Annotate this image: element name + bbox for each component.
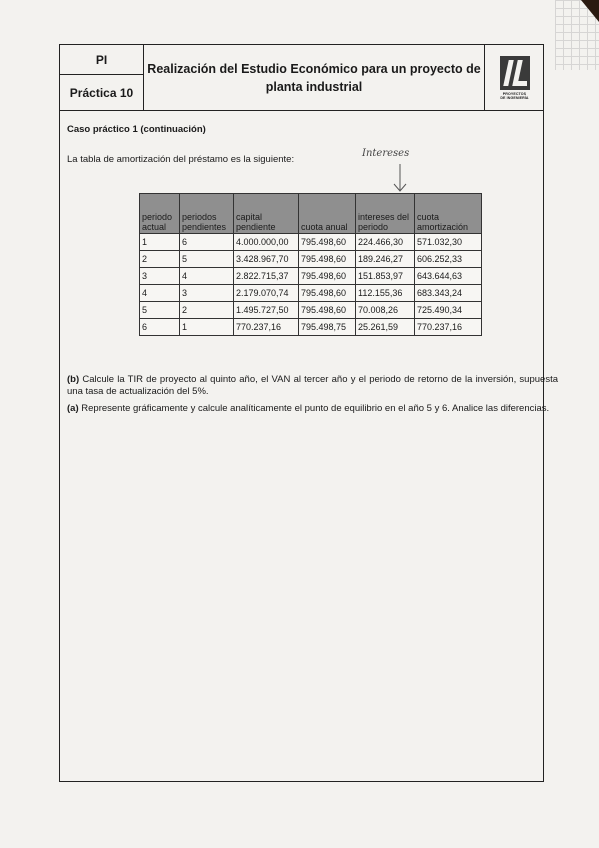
question-b: [67, 374, 558, 398]
question-a-text: Represente gráficamente y calcule analíticamente el punto de equilibrio en el año 5 y 6. Analice las diferencias.: [81, 403, 550, 414]
table-cell: 770.237,16: [415, 319, 482, 336]
table-cell: 3: [140, 268, 180, 285]
col-header-periodos-pendientes: periodos pendientes: [180, 194, 234, 234]
table-cell: 5: [140, 302, 180, 319]
table-row: [140, 319, 482, 336]
title-line-2: planta industrial: [265, 79, 363, 94]
table-cell: 2: [140, 251, 180, 268]
table-cell: 795.498,60: [299, 251, 356, 268]
table-cell: 224.466,30: [356, 234, 415, 251]
table-cell: 112.155,36: [356, 285, 415, 302]
table-cell: 606.252,33: [415, 251, 482, 268]
table-cell: 2.822.715,37: [234, 268, 299, 285]
table-cell: 643.644,63: [415, 268, 482, 285]
col-header-intereses: intereses del periodo: [356, 194, 415, 234]
handwritten-arrow-icon: [390, 162, 410, 194]
table-row: [140, 285, 482, 302]
col-header-cuota-anual: cuota anual: [299, 194, 356, 234]
table-cell: 795.498,60: [299, 302, 356, 319]
table-cell: 795.498,60: [299, 285, 356, 302]
table-row: [140, 302, 482, 319]
logo-box: [484, 45, 544, 111]
table-cell: 151.853,97: [356, 268, 415, 285]
table-cell: 4.000.000,00: [234, 234, 299, 251]
question-b-text: Calcule la TIR de proyecto al quinto año, el VAN al tercer año y el periodo de retorno de la inversión, supuesta una tasa de actualización del 5%.: [67, 374, 558, 397]
table-cell: 4: [140, 285, 180, 302]
table-cell: 70.008,26: [356, 302, 415, 319]
table-cell: 3: [180, 285, 234, 302]
table-cell: 725.490,34: [415, 302, 482, 319]
table-cell: 571.032,30: [415, 234, 482, 251]
table-cell: 1.495.727,50: [234, 302, 299, 319]
case-title: Caso práctico 1 (continuación): [67, 124, 206, 135]
col-header-capital-pendiente: capital pendiente: [234, 194, 299, 234]
table-header-row: [140, 194, 482, 234]
table-cell: 3.428.967,70: [234, 251, 299, 268]
handwritten-note: Intereses: [362, 148, 410, 159]
header-left-box: [60, 45, 144, 111]
table-cell: 4: [180, 268, 234, 285]
table-cell: 6: [140, 319, 180, 336]
table-cell: 2.179.070,74: [234, 285, 299, 302]
table-cell: 189.246,27: [356, 251, 415, 268]
title-line-1: Realización del Estudio Económico para un proyecto de: [147, 61, 481, 76]
document-title: [144, 45, 484, 111]
page-corner-shadow: [581, 0, 599, 22]
table-cell: 5: [180, 251, 234, 268]
table-cell: 795.498,60: [299, 234, 356, 251]
table-cell: 1: [140, 234, 180, 251]
table-cell: 1: [180, 319, 234, 336]
question-a: [67, 403, 558, 415]
proyectos-logo-icon: [500, 56, 530, 90]
table-cell: 2: [180, 302, 234, 319]
question-b-label: (b): [67, 374, 80, 385]
intro-text: La tabla de amortización del préstamo es la siguiente:: [67, 154, 295, 165]
table-row: [140, 268, 482, 285]
amortization-table: [139, 193, 482, 336]
table-cell: 795.498,75: [299, 319, 356, 336]
subject-code: PI: [60, 45, 143, 75]
question-a-label: (a): [67, 403, 79, 414]
table-cell: 770.237,16: [234, 319, 299, 336]
col-header-cuota-amortizacion: cuota amortización: [415, 194, 482, 234]
table-cell: 6: [180, 234, 234, 251]
table-cell: 795.498,60: [299, 268, 356, 285]
col-header-periodo-actual: periodo actual: [140, 194, 180, 234]
table-row: [140, 251, 482, 268]
logo-caption: PROYECTOS DE INGENIERÍA: [500, 91, 529, 100]
table-cell: 25.261,59: [356, 319, 415, 336]
table-row: [140, 234, 482, 251]
table-cell: 683.343,24: [415, 285, 482, 302]
practice-number: Práctica 10: [69, 85, 134, 100]
